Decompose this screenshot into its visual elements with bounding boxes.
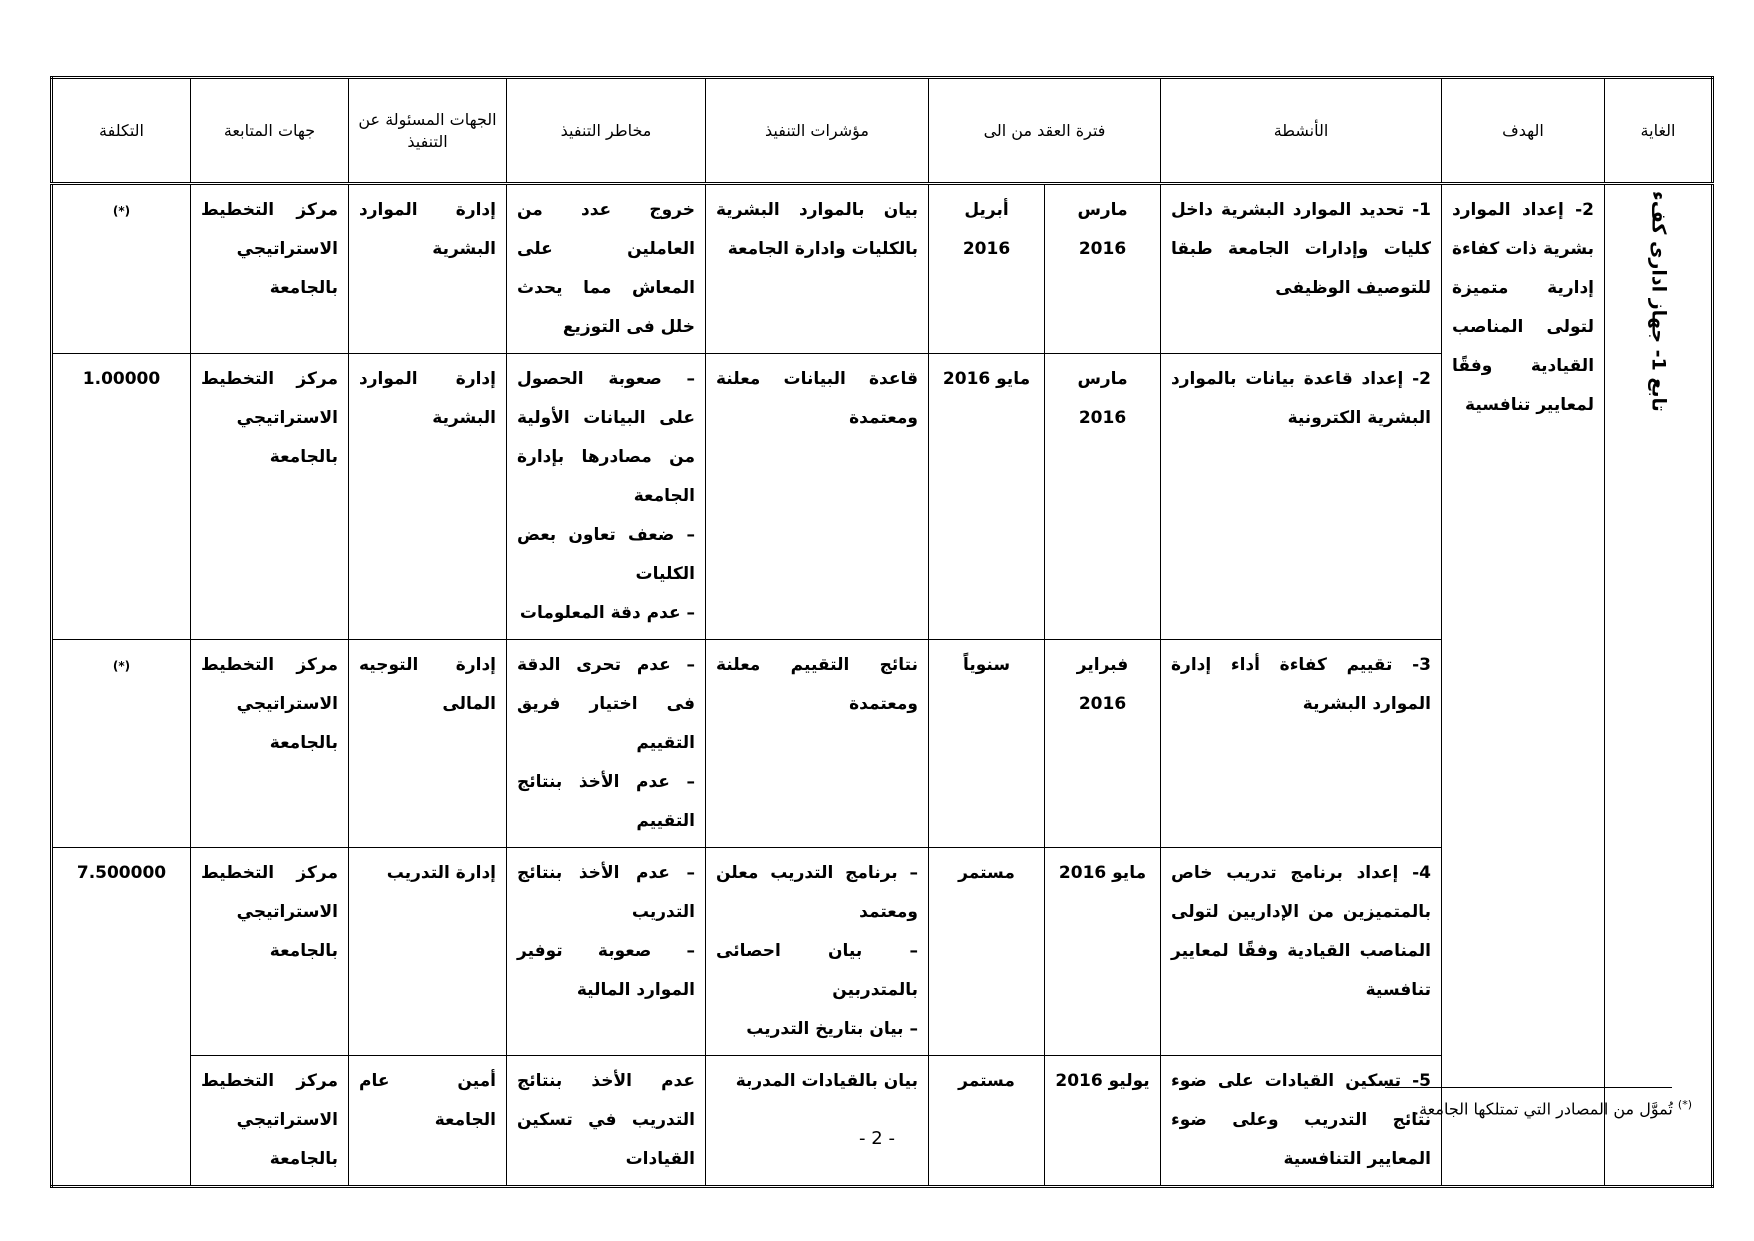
period-to-cell: مستمر	[929, 1056, 1045, 1187]
risk-item: – عدم دقة المعلومات	[519, 603, 695, 623]
objective-cell: 2- إعداد الموارد بشرية ذات كفاءة إدارية متميزة لتولى المناصب القيادية وفقًا لمعايير تنافسية	[1442, 184, 1605, 1187]
risks-cell: خروج عدد من العاملين على المعاش مما يحدث خلل فى التوزيع	[507, 184, 706, 354]
activity-cell: 1- تحديد الموارد البشرية داخل كليات وإدارات الجامعة طبقا للتوصيف الوظيفى	[1161, 184, 1442, 354]
header-risks: مخاطر التنفيذ	[507, 78, 706, 184]
header-responsible: الجهات المسئولة عن التنفيذ	[349, 78, 507, 184]
indicator-item: – بيان بتاريخ التدريب	[746, 1019, 918, 1039]
period-from-cell: يوليو 2016	[1045, 1056, 1161, 1187]
period-to-cell: مايو 2016	[929, 354, 1045, 640]
header-indicators: مؤشرات التنفيذ	[706, 78, 929, 184]
followup-cell: مركز التخطيط الاستراتيجي بالجامعة	[191, 184, 349, 354]
risk-item: – ضعف تعاون بعض الكليات	[517, 525, 695, 584]
header-cost: التكلفة	[52, 78, 191, 184]
footnote-text: تُموَّل من المصادر التي تمتلكها الجامعة.	[1413, 1099, 1673, 1119]
risks-cell	[507, 640, 706, 848]
risk-item: – صعوبة الحصول على البيانات الأولية من مصادرها بإدارة الجامعة	[517, 369, 695, 506]
footnote-divider	[1385, 1087, 1672, 1088]
goal-cell	[1605, 184, 1713, 1187]
risks-cell	[507, 354, 706, 640]
risks-cell	[507, 848, 706, 1056]
header-period: فترة العقد من الى	[929, 78, 1161, 184]
followup-cell: مركز التخطيط الاستراتيجي بالجامعة	[191, 1056, 349, 1187]
header-followup: جهات المتابعة	[191, 78, 349, 184]
cost-cell: 1.00000	[52, 354, 191, 640]
activity-cell: 3- تقييم كفاءة أداء إدارة الموارد البشرية	[1161, 640, 1442, 848]
cost-note: (*)	[112, 204, 131, 218]
followup-cell: مركز التخطيط الاستراتيجي بالجامعة	[191, 354, 349, 640]
plan-table	[50, 76, 1714, 1188]
cost-cell	[52, 640, 191, 848]
header-objective: الهدف	[1442, 78, 1605, 184]
period-to-cell: سنوياً	[929, 640, 1045, 848]
indicators-cell: بيان بالموارد البشرية بالكليات وادارة الجامعة	[706, 184, 929, 354]
risks-cell: عدم الأخذ بنتائج التدريب في تسكين القيادات	[507, 1056, 706, 1187]
responsible-cell: إدارة التدريب	[349, 848, 507, 1056]
header-goal: الغاية	[1605, 78, 1713, 184]
indicators-cell: قاعدة البيانات معلنة ومعتمدة	[706, 354, 929, 640]
indicators-cell	[706, 848, 929, 1056]
followup-cell: مركز التخطيط الاستراتيجي بالجامعة	[191, 848, 349, 1056]
period-from-cell: مايو 2016	[1045, 848, 1161, 1056]
goal-text: تابع 1- جهاز ادارى كفء	[1647, 191, 1670, 412]
table-row	[52, 184, 1713, 354]
header-activities: الأنشطة	[1161, 78, 1442, 184]
indicators-cell: بيان بالقيادات المدربة	[706, 1056, 929, 1187]
risk-item: – عدم الأخذ بنتائج التدريب	[517, 863, 695, 922]
indicators-cell: نتائج التقييم معلنة ومعتمدة	[706, 640, 929, 848]
period-from-cell: مارس 2016	[1045, 354, 1161, 640]
indicator-item: – برنامج التدريب معلن ومعتمد	[716, 863, 918, 922]
activity-cell: 5- تسكين القيادات على ضوء نتائج التدريب وعلى ضوء المعايير التنافسية	[1161, 1056, 1442, 1187]
cost-note: (*)	[112, 659, 131, 673]
risk-item: – عدم الأخذ بنتائج التقييم	[517, 772, 695, 831]
footnote-marker: (*)	[1677, 1098, 1692, 1111]
indicator-item: – بيان احصائى بالمتدربين	[716, 941, 918, 1000]
period-from-cell: فبراير 2016	[1045, 640, 1161, 848]
responsible-cell: إدارة الموارد البشرية	[349, 354, 507, 640]
activity-cell: 4- إعداد برنامج تدريب خاص بالمتميزين من الإداريين لتولى المناصب القيادية وفقًا لمعايير تنافسية	[1161, 848, 1442, 1056]
page-number: - 2 -	[859, 1128, 895, 1149]
risk-item: – صعوبة توفير الموارد المالية	[517, 941, 695, 1000]
footnote	[1414, 1098, 1692, 1118]
followup-cell: مركز التخطيط الاستراتيجي بالجامعة	[191, 640, 349, 848]
period-from-cell: مارس 2016	[1045, 184, 1161, 354]
responsible-cell: أمين عام الجامعة	[349, 1056, 507, 1187]
cost-cell	[52, 184, 191, 354]
period-to-cell: أبريل 2016	[929, 184, 1045, 354]
period-to-cell: مستمر	[929, 848, 1045, 1056]
risk-item: – عدم تحرى الدقة فى اختيار فريق التقييم	[517, 655, 695, 753]
header-row	[52, 78, 1713, 184]
responsible-cell: إدارة التوجيه المالى	[349, 640, 507, 848]
plan-table-container	[50, 76, 1711, 1188]
cost-cell: 7.500000	[52, 848, 191, 1187]
activity-cell: 2- إعداد قاعدة بيانات بالموارد البشرية الكترونية	[1161, 354, 1442, 640]
responsible-cell: إدارة الموارد البشرية	[349, 184, 507, 354]
